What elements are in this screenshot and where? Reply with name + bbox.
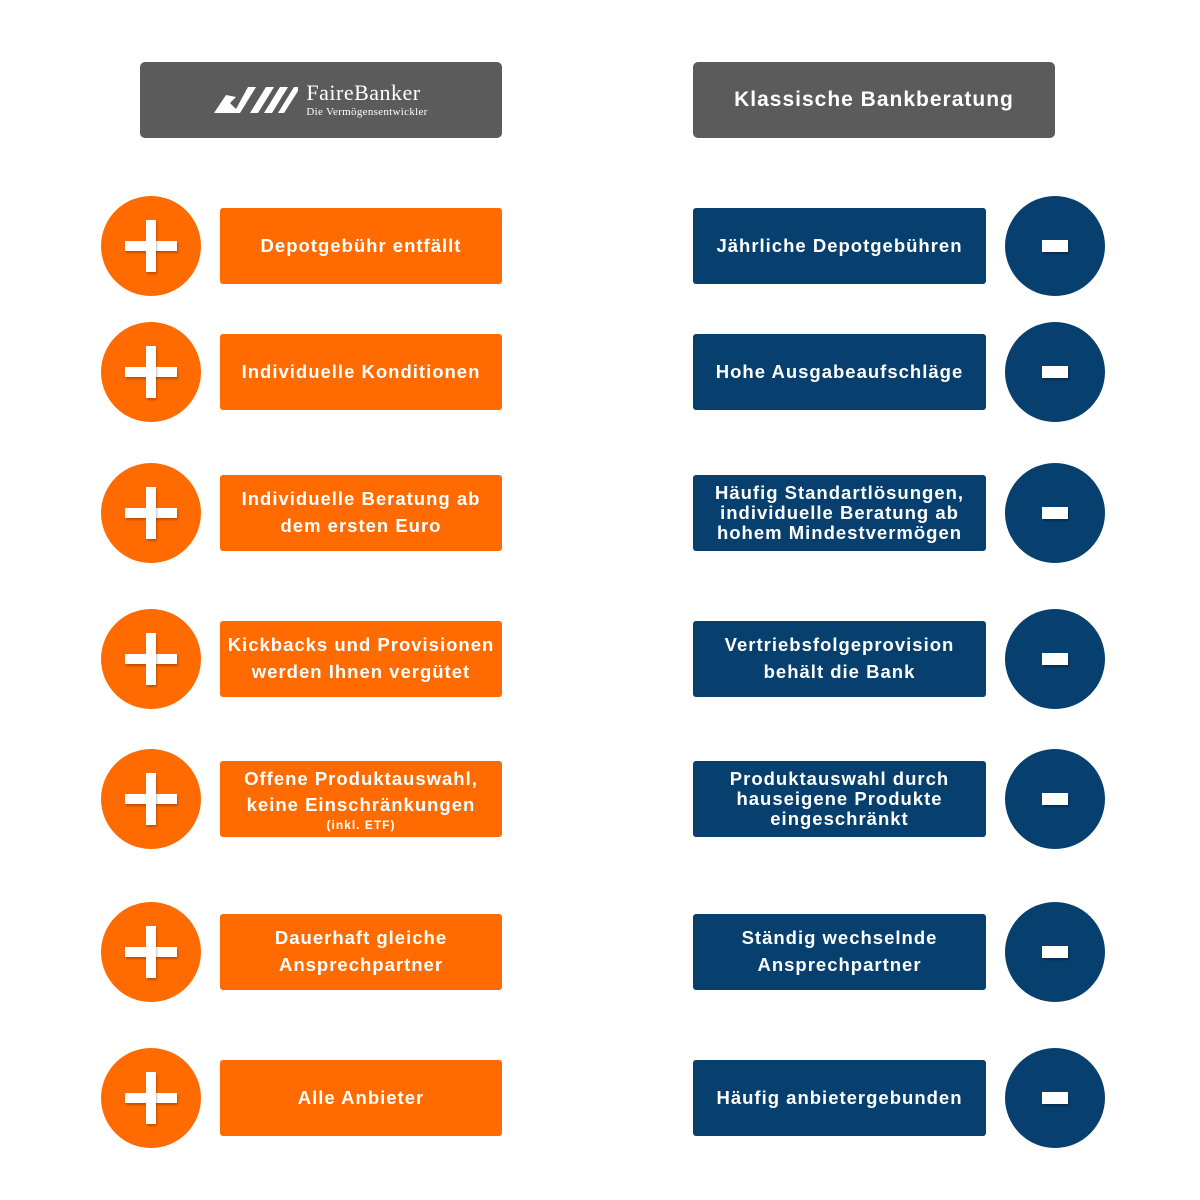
con-box	[693, 475, 986, 551]
fairebanker-logo	[214, 82, 427, 118]
plus-icon	[101, 463, 201, 563]
con-box	[693, 334, 986, 410]
plus-icon	[101, 322, 201, 422]
pro-box	[220, 1060, 502, 1136]
pro-text: Individuelle Konditionen	[241, 360, 481, 382]
plus-icon	[101, 902, 201, 1002]
con-box	[693, 761, 986, 837]
pro-text: Dauerhaft gleiche	[274, 927, 448, 949]
pro-text: keine Einschränkungen	[246, 793, 476, 815]
plus-icon	[101, 609, 201, 709]
pro-text: Kickbacks und Provisionen	[227, 634, 495, 656]
pro-text: Alle Anbieter	[297, 1086, 425, 1108]
comparison-row	[0, 463, 1200, 563]
con-text: individuelle Beratung ab	[720, 502, 959, 524]
con-text: Ansprechpartner	[757, 954, 922, 975]
comparison-row	[0, 322, 1200, 422]
plus-icon	[101, 196, 201, 296]
con-text: eingeschränkt	[770, 807, 909, 829]
brand-name: FaireBanker	[306, 80, 421, 105]
minus-icon	[1005, 749, 1105, 849]
fairebanker-header	[140, 62, 502, 138]
fairebanker-logo-icon	[214, 83, 298, 117]
pro-box	[220, 621, 502, 697]
con-text: hauseigene Produkte	[736, 788, 943, 810]
pro-text: Depotgebühr entfällt	[260, 234, 462, 256]
con-text: Häufig Standartlösungen,	[714, 482, 965, 504]
con-box	[693, 621, 986, 697]
classic-bank-header	[693, 62, 1055, 138]
comparison-row	[0, 902, 1200, 1002]
pro-text: dem ersten Euro	[280, 515, 442, 536]
plus-icon	[101, 1048, 201, 1148]
con-text: Häufig anbietergebunden	[716, 1086, 963, 1108]
con-text: Hohe Ausgabeaufschläge	[715, 360, 964, 382]
con-text: hohem Mindestvermögen	[716, 521, 963, 543]
con-text: Jährliche Depotgebühren	[716, 234, 963, 256]
minus-icon	[1005, 902, 1105, 1002]
pro-box	[220, 914, 502, 990]
con-text: Vertriebsfolgeprovision	[724, 634, 955, 656]
minus-icon	[1005, 322, 1105, 422]
pro-note: (inkl. ETF)	[326, 817, 396, 832]
pro-box	[220, 475, 502, 551]
comparison-row	[0, 749, 1200, 849]
con-box	[693, 208, 986, 284]
classic-bank-title: Klassische Bankberatung	[734, 88, 1014, 111]
pro-box	[220, 334, 502, 410]
pro-box	[220, 208, 502, 284]
minus-icon	[1005, 609, 1105, 709]
comparison-row	[0, 196, 1200, 296]
pro-text: Individuelle Beratung ab	[241, 488, 481, 510]
brand-tagline: Die Vermögensentwickler	[306, 106, 428, 118]
minus-icon	[1005, 196, 1105, 296]
pro-text: Ansprechpartner	[278, 954, 444, 975]
comparison-row	[0, 609, 1200, 709]
minus-icon	[1005, 1048, 1105, 1148]
con-text: Ständig wechselnde	[741, 927, 938, 949]
pro-text: Offene Produktauswahl,	[244, 767, 478, 789]
pro-text: werden Ihnen vergütet	[251, 661, 471, 682]
con-box	[693, 914, 986, 990]
comparison-row	[0, 1048, 1200, 1148]
minus-icon	[1005, 463, 1105, 563]
plus-icon	[101, 749, 201, 849]
con-box	[693, 1060, 986, 1136]
con-text: behält die Bank	[763, 661, 916, 682]
con-text: Produktauswahl durch	[729, 768, 950, 790]
pro-box	[220, 761, 502, 837]
